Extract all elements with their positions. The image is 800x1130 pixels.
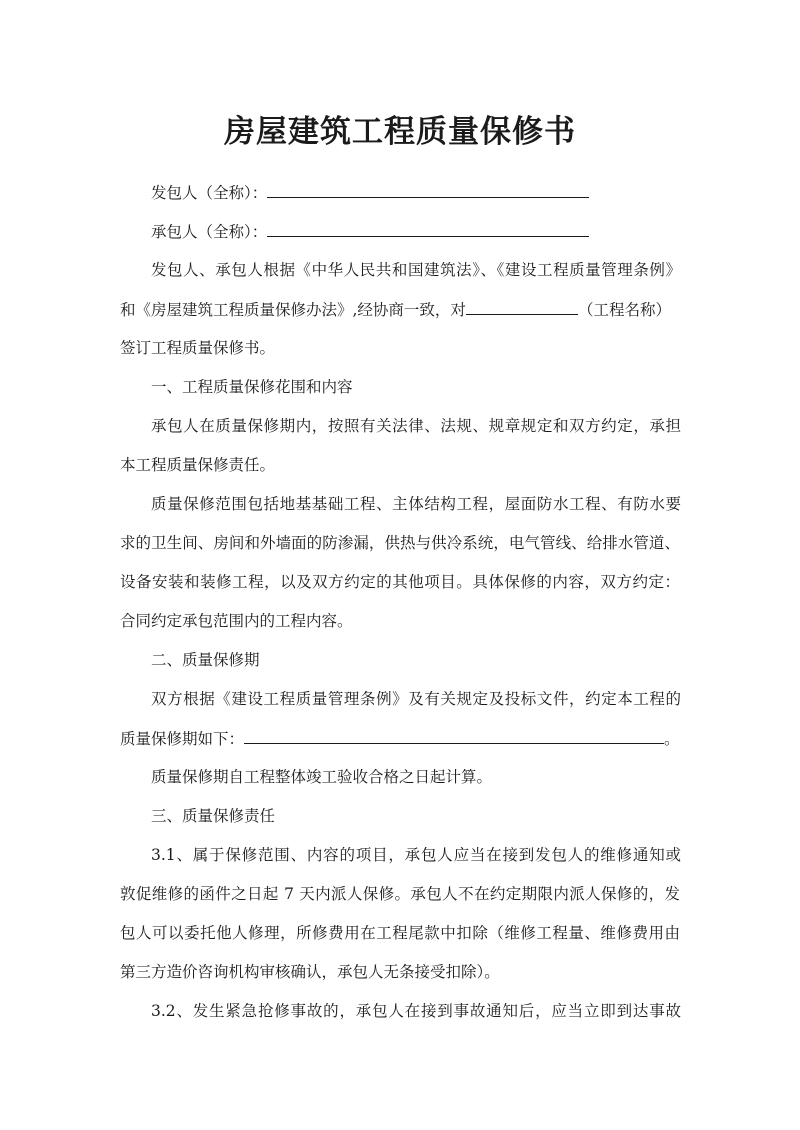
section-3-2-line-1: 3.2、发生紧急抢修事故的，承包人在接到事故通知后，应当立即到达事故 <box>151 1002 681 1020</box>
party-b-label: 承包人（全称）： <box>151 223 268 241</box>
section-2-p2: 质量保修期自工程整体竣工验收合格之日起计算。 <box>151 768 493 786</box>
project-name-blank <box>466 299 578 315</box>
section-2-heading: 二、质量保修期 <box>151 651 260 669</box>
party-a-line <box>151 182 589 203</box>
intro-line-2-before: 和《房屋建筑工程质量保修办法》,经协商一致，对 <box>120 301 466 319</box>
section-3-1-line-2: 敦促维修的函件之日起 7 天内派人保修。承包人不在约定期限内派人保修的，发 <box>120 885 680 903</box>
warranty-period-line <box>120 728 680 749</box>
intro-line-2-after: （工程名称） <box>577 301 671 319</box>
section-3-heading: 三、质量保修责任 <box>151 807 276 825</box>
warranty-period-blank <box>244 728 664 744</box>
section-1-p2-line-1: 质量保修范围包括地基基础工程、主体结构工程，屋面防水工程、有防水要 <box>151 495 681 513</box>
warranty-period-end: 。 <box>664 730 680 748</box>
intro-line-1: 发包人、承包人根据《中华人民共和国建筑法》、《建设工程质量管理条例》 <box>151 261 681 279</box>
section-3-1-line-1: 3.1、属于保修范围、内容的项目，承包人应当在接到发包人的维修通知或 <box>151 846 681 864</box>
document-title: 房屋建筑工程质量保修书 <box>224 114 576 150</box>
party-b-blank <box>267 221 589 237</box>
warranty-period-label: 质量保修期如下： <box>120 730 245 748</box>
party-b-line <box>151 221 589 242</box>
intro-line-3: 签订工程质量保修书。 <box>120 339 276 357</box>
section-1-p2-line-2: 求的卫生间、房间和外墙面的防渗漏，供热与供冷系统，电气管线、给排水管道、 <box>120 534 680 552</box>
party-a-blank <box>267 182 589 198</box>
section-3-1-line-4: 第三方造价咨询机构审核确认，承包人无条接受扣除）。 <box>120 963 500 981</box>
section-1-heading: 一、工程质量保修花围和内容 <box>151 378 353 396</box>
section-1-p2-line-3: 设备安装和装修工程，以及双方约定的其他项目。具体保修的内容，双方约定： <box>120 573 680 591</box>
section-1-p2-line-4: 合同约定承包范围内的工程内容。 <box>120 612 353 630</box>
party-a-label: 发包人（全称）： <box>151 184 268 202</box>
section-1-p1-line-1: 承包人在质量保修期内，按照有关法律、法规、规章规定和双方约定，承担 <box>151 417 681 435</box>
intro-line-2 <box>120 299 680 320</box>
section-2-p1-line-1: 双方根据《建设工程质量管理条例》及有关规定及投标文件，约定本工程的 <box>151 690 681 708</box>
section-3-1-line-3: 包人可以委托他人修理，所修费用在工程尾款中扣除（维修工程量、维修费用由 <box>120 924 680 942</box>
section-1-p1-line-2: 本工程质量保修责任。 <box>120 456 276 474</box>
